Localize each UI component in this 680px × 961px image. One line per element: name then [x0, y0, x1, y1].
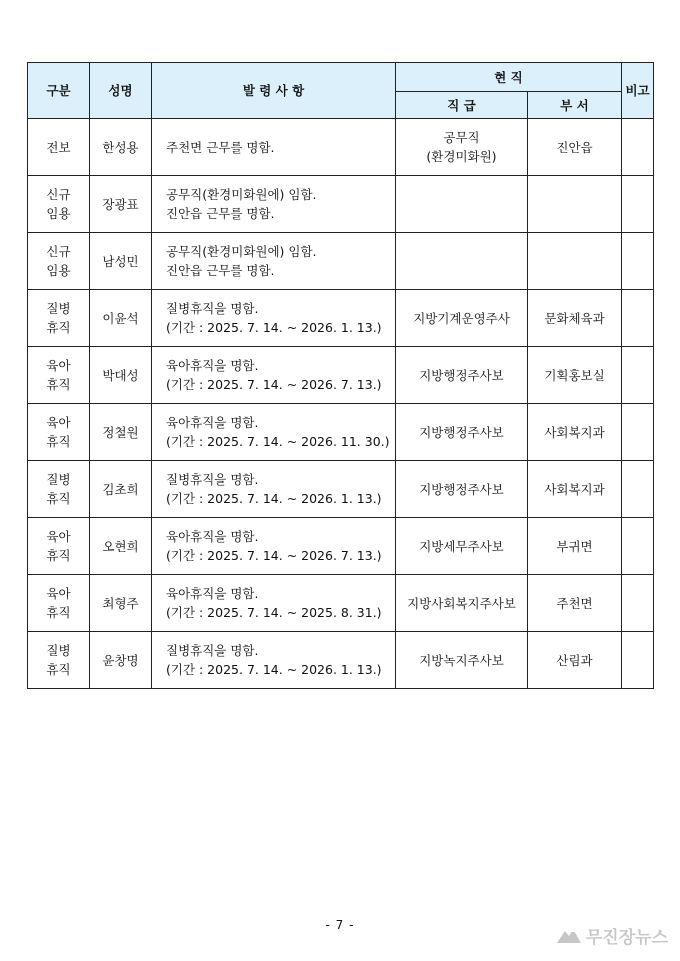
cell-department — [528, 176, 622, 233]
cell-rank: 지방행정주사보 — [396, 461, 528, 518]
cell-department: 주천면 — [528, 575, 622, 632]
header-name: 성명 — [90, 63, 152, 119]
cell-note — [622, 575, 654, 632]
table-row — [28, 575, 654, 632]
cell-rank: 지방녹지주사보 — [396, 632, 528, 689]
cell-order: 주천면 근무를 명함. — [152, 119, 396, 176]
cell-note — [622, 290, 654, 347]
cell-category: 육아 휴직 — [28, 404, 90, 461]
cell-order: 질병휴직을 명함. (기간 : 2025. 7. 14. ~ 2026. 1. 13.) — [152, 290, 396, 347]
cell-rank: 지방사회복지주사보 — [396, 575, 528, 632]
cell-note — [622, 176, 654, 233]
cell-category: 육아 휴직 — [28, 518, 90, 575]
header-category: 구분 — [28, 63, 90, 119]
watermark-text: 무진장뉴스 — [585, 927, 668, 948]
cell-category: 육아 휴직 — [28, 575, 90, 632]
cell-order: 육아휴직을 명함. (기간 : 2025. 7. 14. ~ 2026. 7. 13.) — [152, 347, 396, 404]
cell-rank: 지방세무주사보 — [396, 518, 528, 575]
header-rank: 직 급 — [396, 92, 528, 119]
cell-department: 진안읍 — [528, 119, 622, 176]
cell-name: 장광표 — [90, 176, 152, 233]
cell-department: 기획홍보실 — [528, 347, 622, 404]
cell-name: 윤창명 — [90, 632, 152, 689]
cell-order: 공무직(환경미화원에) 임함. 진안읍 근무를 명함. — [152, 176, 396, 233]
header-note: 비고 — [622, 63, 654, 119]
cell-name: 김초희 — [90, 461, 152, 518]
cell-department: 산림과 — [528, 632, 622, 689]
cell-rank: 공무직 (환경미화원) — [396, 119, 528, 176]
cell-department: 부귀면 — [528, 518, 622, 575]
table-row — [28, 404, 654, 461]
cell-category: 질병 휴직 — [28, 461, 90, 518]
header-department: 부 서 — [528, 92, 622, 119]
table-row — [28, 632, 654, 689]
cell-category: 질병 휴직 — [28, 290, 90, 347]
cell-category: 신규 임용 — [28, 233, 90, 290]
cell-order: 육아휴직을 명함. (기간 : 2025. 7. 14. ~ 2026. 7. 13.) — [152, 518, 396, 575]
personnel-order-table — [27, 62, 654, 689]
table-row — [28, 290, 654, 347]
table-row — [28, 233, 654, 290]
cell-name: 박대성 — [90, 347, 152, 404]
watermark — [556, 922, 668, 948]
cell-rank: 지방행정주사보 — [396, 404, 528, 461]
cell-rank: 지방기계운영주사 — [396, 290, 528, 347]
page-number: - 7 - — [325, 918, 355, 932]
cell-category: 육아 휴직 — [28, 347, 90, 404]
cell-note — [622, 632, 654, 689]
table-row — [28, 518, 654, 575]
cell-rank — [396, 176, 528, 233]
cell-department — [528, 233, 622, 290]
cell-name: 한성용 — [90, 119, 152, 176]
cell-note — [622, 347, 654, 404]
cell-name: 정철원 — [90, 404, 152, 461]
table-row — [28, 176, 654, 233]
cell-note — [622, 518, 654, 575]
table-row — [28, 119, 654, 176]
cell-note — [622, 461, 654, 518]
cell-note — [622, 233, 654, 290]
cell-order: 육아휴직을 명함. (기간 : 2025. 7. 14. ~ 2026. 11. 30.) — [152, 404, 396, 461]
cell-note — [622, 119, 654, 176]
cell-order: 육아휴직을 명함. (기간 : 2025. 7. 14. ~ 2025. 8. 31.) — [152, 575, 396, 632]
cell-name: 남성민 — [90, 233, 152, 290]
cell-category: 전보 — [28, 119, 90, 176]
table-row — [28, 347, 654, 404]
cell-name: 이윤석 — [90, 290, 152, 347]
cell-department: 사회복지과 — [528, 404, 622, 461]
cell-note — [622, 404, 654, 461]
cell-name: 오현희 — [90, 518, 152, 575]
table-row — [28, 461, 654, 518]
mountain-logo-icon — [556, 925, 582, 945]
cell-order: 공무직(환경미화원에) 임함. 진안읍 근무를 명함. — [152, 233, 396, 290]
cell-category: 신규 임용 — [28, 176, 90, 233]
cell-order: 질병휴직을 명함. (기간 : 2025. 7. 14. ~ 2026. 1. 13.) — [152, 461, 396, 518]
cell-rank: 지방행정주사보 — [396, 347, 528, 404]
cell-rank — [396, 233, 528, 290]
cell-department: 사회복지과 — [528, 461, 622, 518]
cell-name: 최형주 — [90, 575, 152, 632]
cell-category: 질병 휴직 — [28, 632, 90, 689]
cell-department: 문화체육과 — [528, 290, 622, 347]
header-current-position: 현 직 — [396, 63, 622, 92]
header-order: 발 령 사 항 — [152, 63, 396, 119]
cell-order: 질병휴직을 명함. (기간 : 2025. 7. 14. ~ 2026. 1. 13.) — [152, 632, 396, 689]
